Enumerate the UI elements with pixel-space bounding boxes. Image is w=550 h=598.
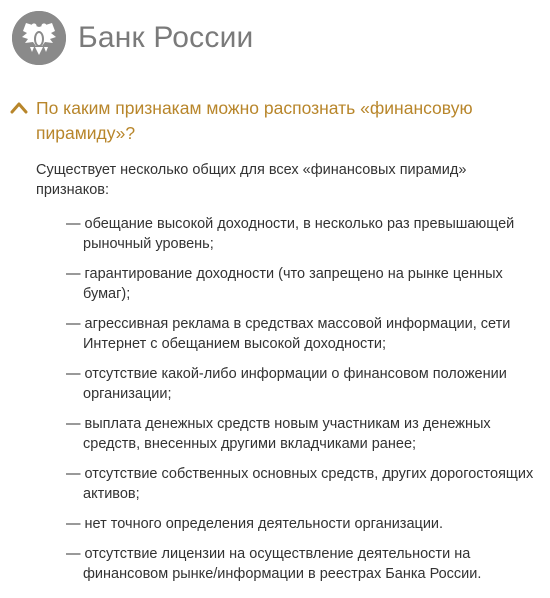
- list-item: — отсутствие какой-либо информации о финансовом положении организации;: [66, 366, 507, 402]
- chevron-up-icon[interactable]: [10, 99, 28, 117]
- faq-answer-list: [66, 214, 546, 594]
- list-item: — выплата денежных средств новым участникам из денежных средств, внесенных другими вкладчиками ранее;: [66, 416, 491, 452]
- faq-answer-intro: Существует несколько общих для всех «финансовых пирамид» признаков:: [36, 162, 467, 198]
- eagle-emblem-svg: [12, 11, 66, 65]
- header: [12, 10, 254, 66]
- faq-question-text[interactable]: По каким признакам можно распознать «финансовую пирамиду»?: [36, 98, 473, 143]
- list-item: — отсутствие собственных основных средств, других дорогостоящих активов;: [66, 466, 534, 502]
- list-item: — гарантирование доходности (что запрещено на рынке ценных бумаг);: [66, 266, 503, 302]
- list-item: — отсутствие лицензии на осуществление деятельности на финансовом рынке/информации в реестрах Банка России.: [66, 546, 482, 582]
- brand-name[interactable]: Банк России: [78, 21, 254, 54]
- list-item: — нет точного определения деятельности организации.: [66, 516, 444, 532]
- list-item: — агрессивная реклама в средствах массовой информации, сети Интернет с обещанием высокой доходности;: [66, 316, 511, 352]
- eagle-emblem-icon[interactable]: [12, 11, 66, 65]
- list-item: — обещание высокой доходности, в несколько раз превышающей рыночный уровень;: [66, 216, 515, 252]
- faq-question[interactable]: [10, 96, 530, 146]
